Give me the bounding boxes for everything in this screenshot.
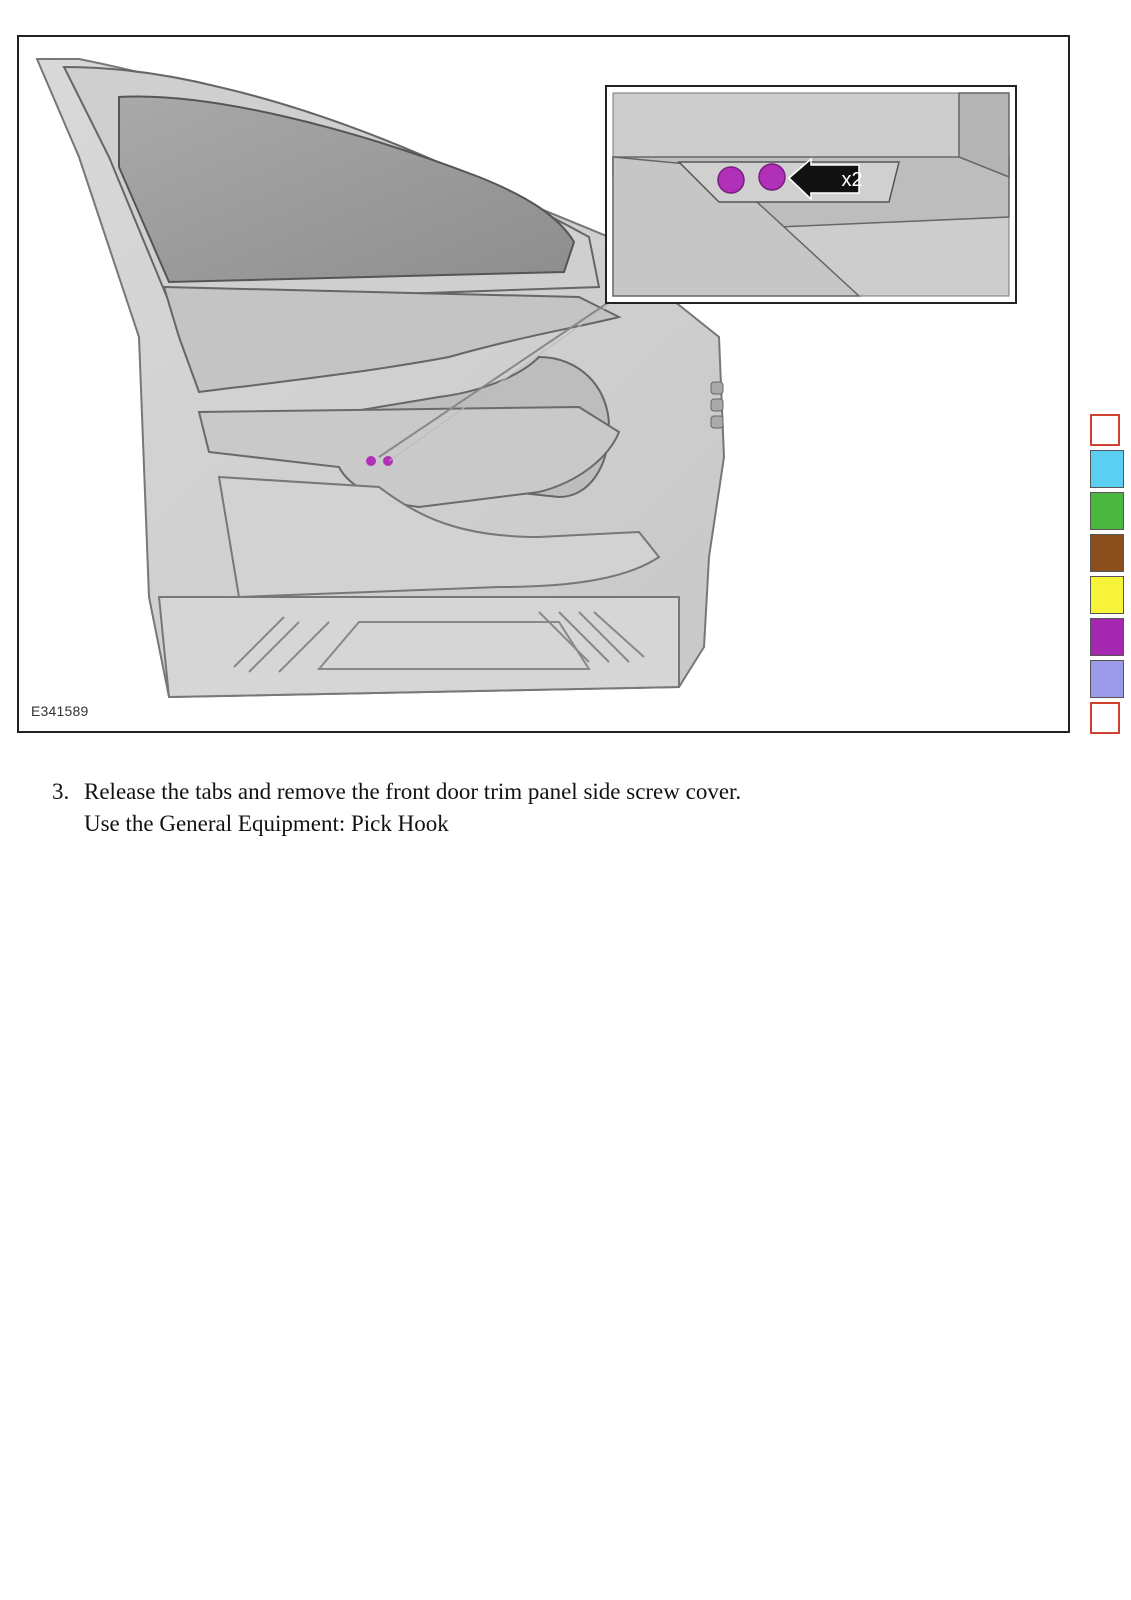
procedure-step: [52, 776, 1052, 840]
purple-swatch: [1090, 618, 1124, 656]
color-legend-swatches: [1090, 414, 1126, 738]
door-trim-illustration: [19, 37, 1068, 731]
red-outline-swatch-bottom: [1090, 702, 1120, 734]
fastener-main-2: [383, 456, 393, 466]
brown-swatch: [1090, 534, 1124, 572]
bottom-panel: [159, 597, 679, 697]
figure-id-label: E341589: [31, 703, 89, 719]
quantity-callout-label: x2: [841, 169, 863, 191]
step-equipment-note: Use the General Equipment: Pick Hook: [84, 811, 449, 836]
fastener-inset-1: [718, 167, 744, 193]
red-outline-swatch-top: [1090, 414, 1120, 446]
lavender-swatch: [1090, 660, 1124, 698]
door-illustration-figure: [17, 35, 1070, 733]
cyan-swatch: [1090, 450, 1124, 488]
fastener-main-1: [366, 456, 376, 466]
step-number: 3.: [52, 779, 70, 804]
step-instruction: Release the tabs and remove the front door trim panel side screw cover.: [84, 779, 742, 804]
yellow-swatch: [1090, 576, 1124, 614]
fastener-inset-2: [759, 164, 785, 190]
green-swatch: [1090, 492, 1124, 530]
